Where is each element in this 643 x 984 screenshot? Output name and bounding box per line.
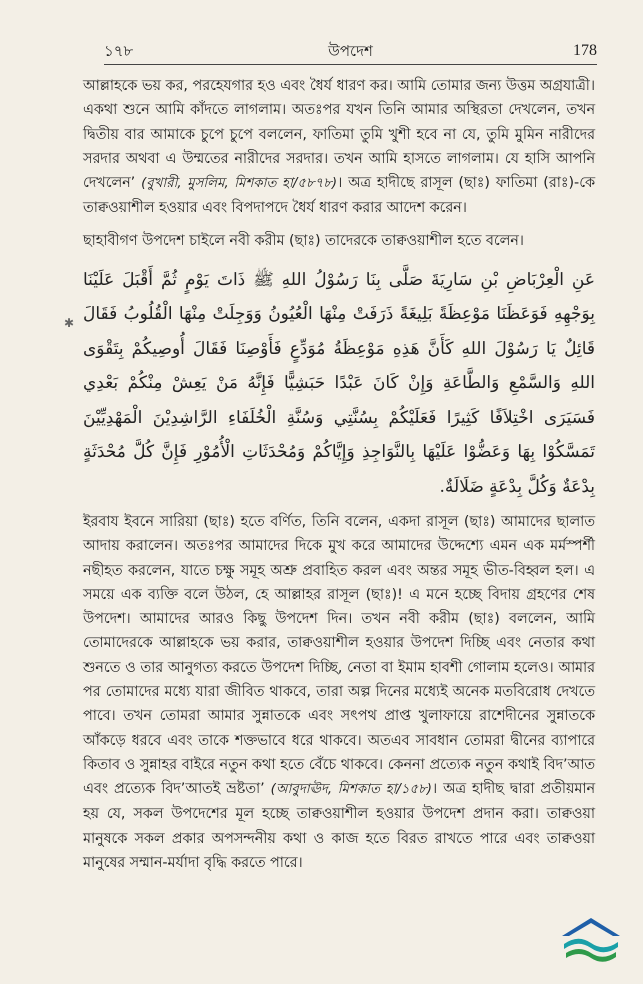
citation-1: (বুখারী, মুসলিম, মিশকাত হা/৫৮৭৮) [141,176,338,192]
paragraph-1-text: আল্লাহকে ভয় কর, পরহেযগার হও এবং ধৈর্য ধারণ কর। আমি তোমার জন্য উত্তম অগ্রযাত্রী। একথা শুনে আমি কাঁদতে লাগলাম। অতঃপর যখন তিনি আমার অস্থিরতা দেখলেন, তখন দ্বিতীয় বার আমাকে চুপে চুপে বললেন, ফাতিমা তুমি খুশী হবে না যে, তুমি মুমিন নারীদের সরদার অথবা এ উম্মতের নারীদের সরদার। তখন আমি হাসতে লাগলাম। যে হাসি আপনি দেখলেন’ [83,78,595,192]
paragraph-3-text: ইরবায ইবনে সারিয়া (ছাঃ) হতে বর্ণিত, তিনি বলেন, একদা রাসূল (ছাঃ) আমাদের ছালাত আদায় করালেন। অতঃপর আমাদের দিকে মুখ করে আমাদের উদ্দেশ্যে এমন এক মর্মস্পর্শী নছীহত করলেন, যাতে চক্ষু সমূহ অশ্রু প্রবাহিত করল এবং অন্তর সমূহ ভীত-বিহ্বল হল। এ সময়ে এক ব্যক্তি বলে উঠল, হে আল্লাহর রাসূল (ছাঃ)! এ মনে হচ্ছে বিদায় গ্রহণের শেষ উপদেশ। আমাদের আরও কিছু উপদেশ দিন। তখন নবী করীম (ছাঃ) বললেন, আমি তোমাদেরকে আল্লাহকে ভয় করার, তাক্বওয়াশীল হওয়ার উপদেশ দিচ্ছি এবং নেতার কথা শুনতে ও তার আনুগত্য করতে উপদেশ দিচ্ছি, নেতা বা ইমাম হাবশী গোলাম হলেও। আমার পর তোমাদের মধ্যে যারা জীবিত থাকবে, তারা অল্প দিনের মধ্যেই অনেক মতবিরোধ দেখতে পাবে। তখন তোমরা আমার সুন্নাতকে এবং সৎপথ প্রাপ্ত খুলাফায়ে রাশেদীনের সুন্নাতকে আঁকড়ে ধরবে এবং তাকে শক্তভাবে ধরে থাকবে। অতএব সাবধান তোমরা দ্বীনের ব্যাপারে কিতাব ও সুন্নাহর বাইরে নতুন কথা হতে বেঁচে থাকবে। কেননা প্রত্যেক নতুন কথাই বিদ’আত এবং প্রত্যেক বিদ’আতই ভ্রষ্টতা’ [83,513,595,798]
paragraph-3-tail: । অত্র হাদীছ দ্বারা প্রতীয়মান হয় যে, সকল উপদেশের মূল হচ্ছে তাক্বওয়াশীল হওয়ার উপদেশ প্রদান করা। তাক্বওয়া মানুষকে সকল প্রকার অপসন্দনীয় কথা ও কাজ হতে বিরত রাখতে পারে এবং তাক্বওয়া মানুষের সম্মান-মর্যাদা বৃদ্ধি করতে পারে। [83,781,596,872]
page-number: 178 [573,42,597,59]
page-header [104,38,597,65]
paragraph-1-tail: । অত্র হাদীছে রাসূল (ছাঃ) ফাতিমা (রাঃ)-কে তাক্বওয়াশীল হওয়ার এবং বিপদাপদে ধৈর্য ধারণ করার আদেশ করেন। [83,175,596,217]
paragraph-2: ছাহাবীগণ উপদেশ চাইলে নবী করীম (ছাঃ) তাদেরকে তাক্বওয়াশীল হতে বলেন। [83,232,524,249]
paragraph-1 [83,74,595,221]
page-body [83,70,595,875]
page-number-bengali: ১৭৮ [104,42,134,60]
citation-2: (আবুদাঊদ, মিশকাত হা/১৫৮) [270,782,432,798]
publisher-logo-icon [556,912,626,970]
logo-roof-blue [562,918,620,936]
running-title: উপদেশ [328,42,373,60]
paragraph-3 [83,510,595,875]
arabic-hadith: عَنِ الْعِرْبَاضِ بْنِ سَارِيَةَ صَلَّى بِنَا رَسُوْلُ اللهِ ﷺ ذَاتَ يَوْمٍ ثُمَّ أَقْبَلَ عَلَيْنَا بِوَجْهِهِ فَوَعَظَنَا مَوْعِظَةً بَلِيغَةً ذَرَفَتْ مِنْهَا الْعُيُونُ وَوَجِلَتْ مِنْهَا الْقُلُوبُ فَقَالَ قَائِلٌ يَا رَسُوْلَ اللهِ كَأَنَّ هَذِهِ مَوْعِظَةُ مُوَدِّعٍ فَأَوْصِنَا فَقَالَ أُوصِيكُمْ بِتَقْوَى اللهِ وَالسَّمْعِ وَالطَّاعَةِ وَإِنْ كَانَ عَبْدًا حَبَشِيًّا فَإِنَّهُ مَنْ يَعِشْ مِنْكُمْ بَعْدِي فَسَيَرَى اخْتِلاَفًا كَثِيرًا فَعَلَيْكُمْ بِسُنَّتِي وَسُنَّةِ الْخُلَفَاءِ الرَّاشِدِيْنَ الْمَهْدِيِّيْنَ تَمَسَّكُوْا بِهَا وَعَضُّوْا عَلَيْهَا بِالنَّوَاجِذِ وَإِيَّاكُمْ وَمُحْدَثَاتِ الْأُمُوْرِ فَإِنَّ كُلَّ مُحْدَثَةٍ بِدْعَةٌ وَكُلَّ بِدْعَةٍ ضَلَالَةٌ. [83,270,595,497]
margin-mark: ✱ [64,316,75,330]
